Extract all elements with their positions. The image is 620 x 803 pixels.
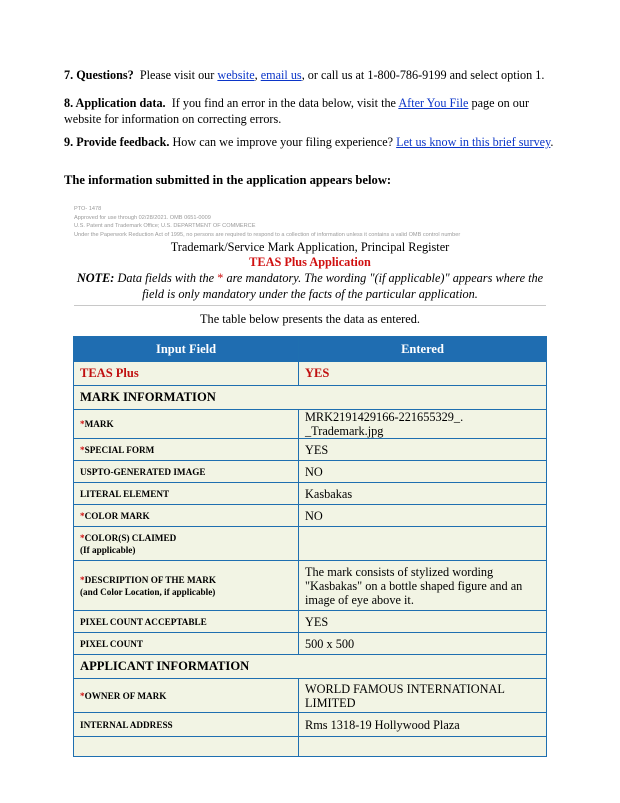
field-label-text: COLOR(S) CLAIMED <box>84 532 177 543</box>
field-label <box>74 483 299 505</box>
field-value: YES <box>299 439 547 461</box>
field-label-text: OWNER OF MARK <box>84 690 167 701</box>
required-star: * <box>80 444 85 455</box>
after-you-file-link[interactable]: After You File <box>398 96 469 110</box>
email-us-link[interactable]: email us <box>260 68 302 82</box>
required-star: * <box>80 574 85 585</box>
entered-header: Entered <box>299 337 547 362</box>
table-row <box>74 713 547 737</box>
field-label-text: MARK <box>84 419 114 429</box>
survey-link[interactable]: Let us know in this brief survey <box>396 135 551 149</box>
required-star: * <box>80 532 85 543</box>
pto-line: U.S. Patent and Trademark Office; U.S. DEPARTMENT OF COMMERCE <box>74 223 256 230</box>
field-label-text: COLOR MARK <box>84 510 150 521</box>
field-label-text: INTERNAL ADDRESS <box>80 719 173 730</box>
table-row <box>74 483 547 505</box>
pto-line: Under the Paperwork Reduction Act of 1995, no persons are required to respond to a collection of information unless it contains a valid OMB control number <box>74 231 461 238</box>
field-label <box>74 439 299 461</box>
note-text-2: are mandatory. The wording "(if applicable)" appears where the field is only mandatory under the facts of the particular application. <box>142 271 544 301</box>
application-data-paragraph <box>64 95 554 127</box>
field-value <box>299 527 547 561</box>
website-link[interactable]: website <box>217 68 255 82</box>
field-label <box>74 461 299 483</box>
questions-separator: , <box>254 68 261 82</box>
required-star: * <box>80 419 85 429</box>
feedback-paragraph <box>64 134 554 150</box>
field-label-text: PIXEL COUNT <box>80 638 144 649</box>
field-label-text: LITERAL ELEMENT <box>80 488 170 499</box>
table-header-row <box>74 337 547 362</box>
table-row <box>74 410 547 439</box>
field-label-text: USPTO-GENERATED IMAGE <box>80 466 206 477</box>
field-value: 500 x 500 <box>299 633 547 655</box>
feedback-text: How can we improve your filing experience? <box>172 135 397 149</box>
mark-information-heading: MARK INFORMATION <box>74 386 547 410</box>
field-value: NO <box>299 461 547 483</box>
field-value: Kasbakas <box>299 483 547 505</box>
pto-notice <box>74 205 460 239</box>
form-title: Trademark/Service Mark Application, Principal Register <box>170 240 450 254</box>
input-field-header: Input Field <box>74 337 299 362</box>
teas-plus-value: YES <box>299 362 547 386</box>
field-value: The mark consists of stylized wording "Kasbakas" on a bottle shaped figure and an image of eye above it. <box>299 561 547 611</box>
field-label <box>74 679 299 713</box>
applicant-information-heading: APPLICANT INFORMATION <box>74 655 547 679</box>
field-label-text: SPECIAL FORM <box>84 444 155 455</box>
teas-plus-label: TEAS Plus <box>74 362 299 386</box>
table-intro: The table below presents the data as entered. <box>200 312 420 326</box>
table-row <box>74 611 547 633</box>
form-subtitle: TEAS Plus Application <box>249 255 371 269</box>
pto-line: PTO- 1478 <box>74 206 102 212</box>
table-row <box>74 461 547 483</box>
table-row <box>74 527 547 561</box>
feedback-text-end: . <box>550 135 554 149</box>
application-data-text-end: page on our website for information on correcting errors. <box>64 96 530 126</box>
table-row <box>74 679 547 713</box>
field-label <box>74 505 299 527</box>
questions-paragraph <box>64 67 554 83</box>
field-label <box>74 737 299 757</box>
required-star: * <box>80 510 85 521</box>
note-text-1: Data fields with the <box>114 271 218 285</box>
application-data-table <box>73 336 547 757</box>
field-label <box>74 713 299 737</box>
divider <box>74 305 546 306</box>
table-row <box>74 633 547 655</box>
field-label <box>74 611 299 633</box>
field-value <box>299 737 547 757</box>
field-label <box>74 410 299 439</box>
note-label: NOTE: <box>76 271 115 285</box>
field-label-text: PIXEL COUNT ACCEPTABLE <box>80 616 207 627</box>
field-value: YES <box>299 611 547 633</box>
application-data-text: If you find an error in the data below, visit the <box>171 96 399 110</box>
info-heading: The information submitted in the application appears below: <box>64 173 392 187</box>
feedback-label: 9. Provide feedback. <box>64 135 170 149</box>
section-row <box>74 655 547 679</box>
application-data-label: 8. Application data. <box>64 96 166 110</box>
pto-line: Approved for use through 02/28/2021. OMB 0651-0009 <box>74 214 211 221</box>
field-value: Rms 1318-19 Hollywood Plaza <box>299 713 547 737</box>
field-label-text: DESCRIPTION OF THE MARK <box>84 574 217 585</box>
note-text <box>74 270 546 302</box>
table-row <box>74 439 547 461</box>
field-label <box>74 633 299 655</box>
field-value: WORLD FAMOUS INTERNATIONAL LIMITED <box>299 679 547 713</box>
questions-label: 7. Questions? <box>64 68 134 82</box>
field-label-subtext: (and Color Location, if applicable) <box>80 586 216 597</box>
questions-phone-text: , or call us at 1-800-786-9199 and select option 1. <box>301 68 545 82</box>
field-label <box>74 527 299 561</box>
table-row <box>74 737 547 757</box>
table-row <box>74 505 547 527</box>
field-value: MRK2191429166-221655329_. _Trademark.jpg <box>299 410 547 439</box>
questions-text: Please visit our <box>139 68 218 82</box>
table-row <box>74 561 547 611</box>
section-row <box>74 386 547 410</box>
required-star: * <box>80 690 85 701</box>
field-value: NO <box>299 505 547 527</box>
field-label <box>74 561 299 611</box>
teas-plus-row <box>74 362 547 386</box>
field-label-subtext: (If applicable) <box>80 544 136 555</box>
required-star: * <box>217 271 224 285</box>
